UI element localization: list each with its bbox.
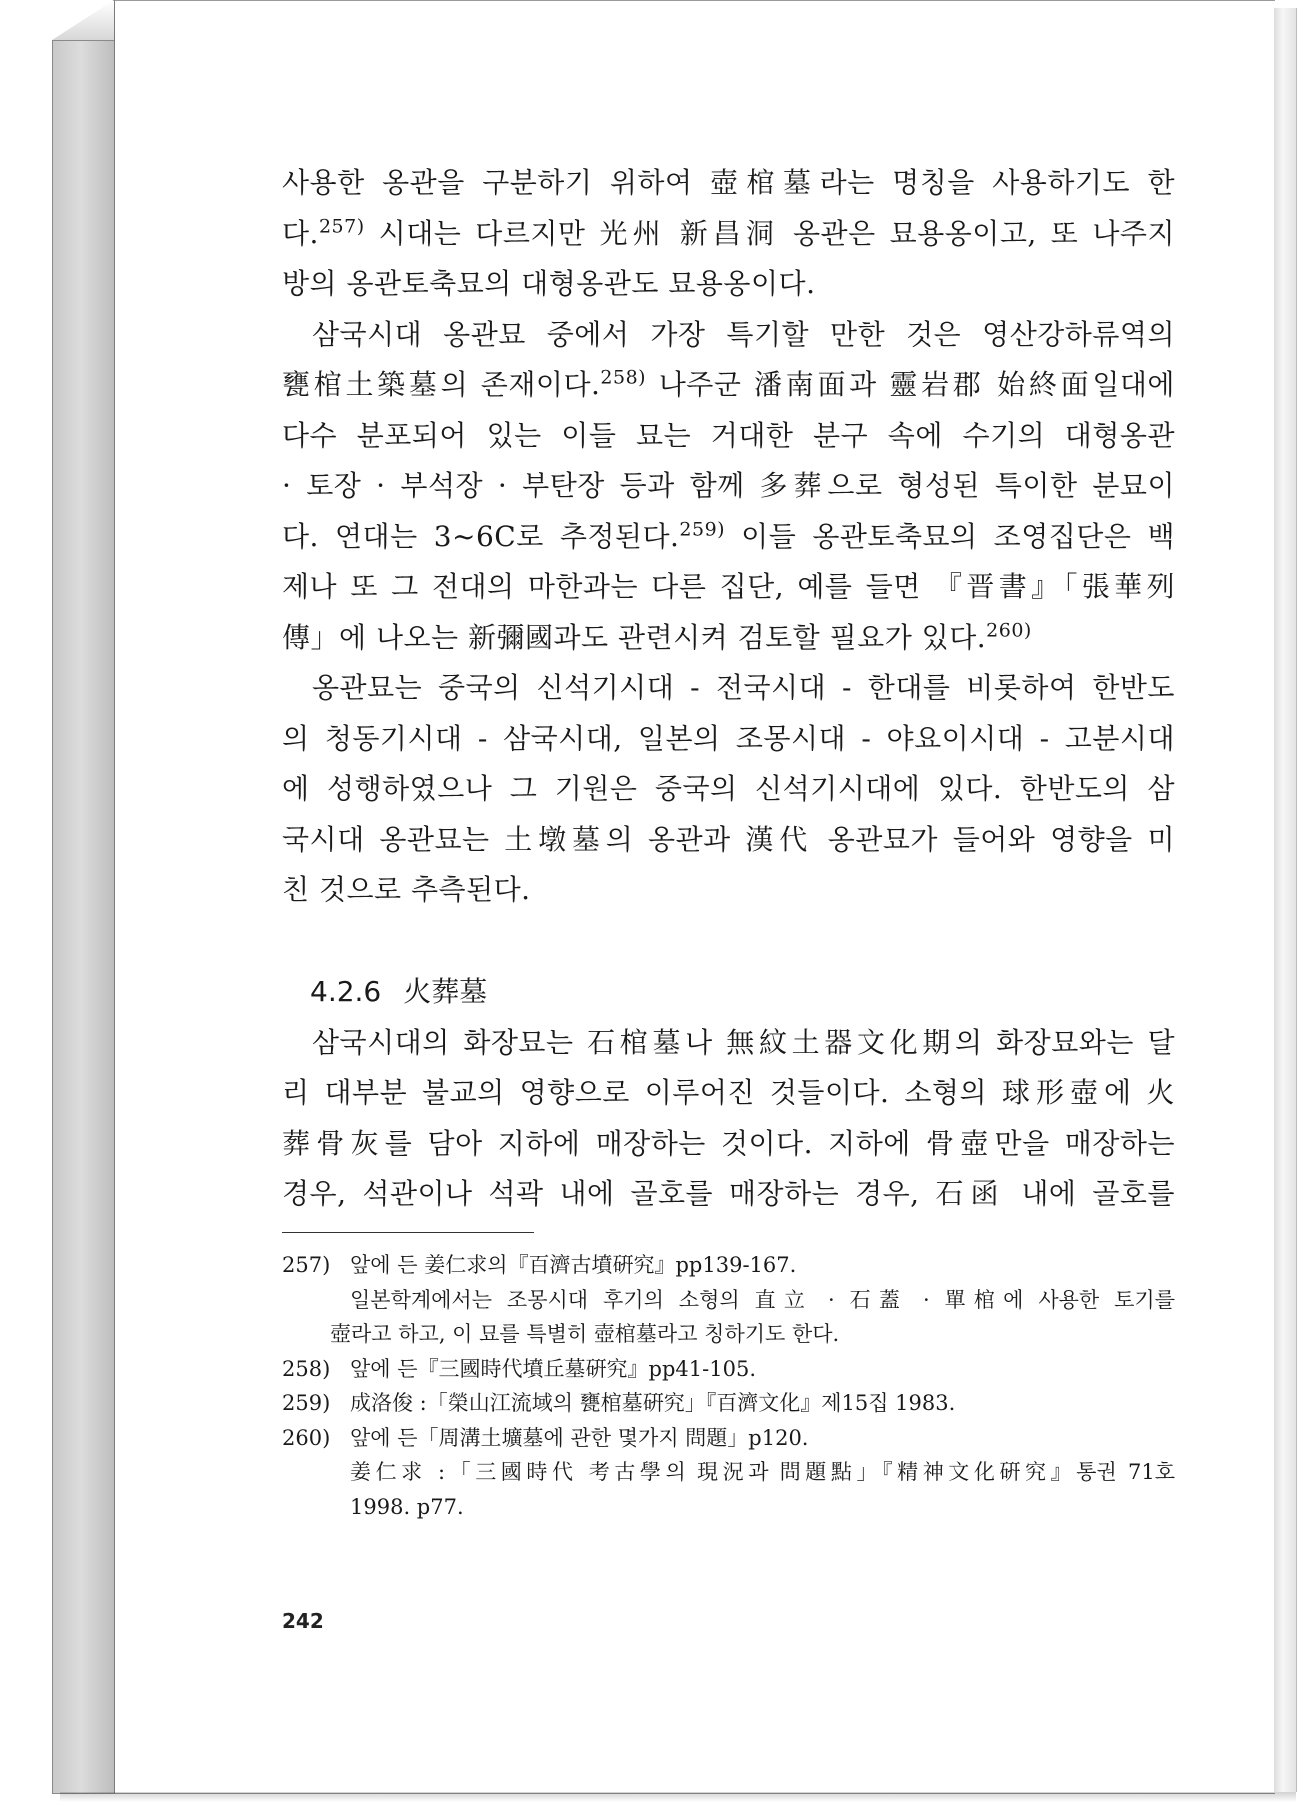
- text-line: 친 것으로 추측된다.: [282, 873, 531, 906]
- footnote-number: 258): [282, 1356, 331, 1381]
- footnote-text: 앞에 든『三國時代墳丘墓硏究』pp41-105.: [350, 1356, 756, 1381]
- section-title: 火葬墓: [403, 974, 488, 1008]
- text-line: [282, 613, 1175, 664]
- text-line: [282, 209, 1175, 260]
- footnote-ref-258[interactable]: 258): [600, 366, 647, 389]
- text-line: 葬骨灰를 담아 지하에 매장하는 것이다. 지하에 骨壺만을 매장하는: [282, 1126, 1175, 1160]
- footnote-number: 259): [282, 1391, 331, 1415]
- page-edge: [1274, 8, 1297, 1792]
- paragraph: [282, 663, 1175, 916]
- text-line: [282, 360, 1175, 411]
- text-line: 경우, 석관이나 석곽 내에 골호를 매장하는 경우, 石函 내에 골호를: [282, 1177, 1175, 1210]
- section-heading: [282, 966, 1175, 1018]
- text-line: 사용한 옹관을 구분하기 위하여 壺棺墓라는 명칭을 사용하기도 한: [282, 166, 1175, 199]
- text-line: 리 대부분 불교의 영향으로 이루어진 것들이다. 소형의 球形壺에 火: [282, 1076, 1175, 1109]
- text-run: 甕棺土築墓의 존재이다.: [282, 368, 601, 401]
- footnote-260: [282, 1421, 1175, 1525]
- footnote-259: [282, 1386, 1175, 1421]
- footnote-line: [282, 1248, 1175, 1283]
- footnote-line: 1998. p77.: [350, 1494, 464, 1519]
- footnotes: [282, 1248, 1175, 1524]
- footnote-line: [282, 1386, 1175, 1421]
- text-line: 삼국시대 옹관묘 중에서 가장 특기할 만한 것은 영산강하류역의: [312, 317, 1175, 351]
- footnote-text: 앞에 든 姜仁求의『百濟古墳硏究』pp139-167.: [350, 1253, 797, 1277]
- page-number: 242: [282, 1609, 324, 1633]
- footnote-number: 260): [282, 1425, 331, 1450]
- footnote-number: 257): [282, 1253, 331, 1277]
- section-number: 4.2.6: [310, 974, 382, 1008]
- footnote-line: [282, 1421, 1175, 1456]
- text-line: 방의 옹관토축묘의 대형옹관도 묘용옹이다.: [282, 267, 816, 300]
- text-run: 다. 연대는 3~6C로 추정된다.: [282, 519, 680, 553]
- paragraph: [282, 1018, 1175, 1220]
- text-line: 제나 또 그 전대의 마한과는 다른 집단, 예를 들면 『晋書』「張華列: [282, 570, 1175, 603]
- text-run: 이들 옹관토축묘의 조영집단은 백: [725, 519, 1176, 553]
- footnote-line: 姜仁求 :「三國時代 考古學의 現況과 問題點」『精神文化硏究』통권 71호: [350, 1460, 1175, 1484]
- text-line: 다수 분포되어 있는 이들 묘는 거대한 분구 속에 수기의 대형옹관: [282, 418, 1175, 452]
- text-line: 국시대 옹관묘는 土墩墓의 옹관과 漢代 옹관묘가 들어와 영향을 미: [282, 822, 1175, 856]
- footnote-divider: [282, 1232, 534, 1233]
- body-text: [282, 158, 1175, 1220]
- text-line: 삼국시대의 화장묘는 石棺墓나 無紋土器文化期의 화장묘와는 달: [312, 1025, 1175, 1059]
- text-run: 다.: [282, 216, 319, 250]
- footnote-258: [282, 1352, 1175, 1387]
- text-line: · 토장 · 부석장 · 부탄장 등과 함께 多葬으로 형성된 특이한 분묘이: [282, 469, 1175, 502]
- footnote-257: [282, 1248, 1175, 1352]
- footnote-text: 앞에 든「周溝土壙墓에 관한 몇가지 問題」p120.: [350, 1425, 809, 1450]
- text-line: 에 성행하였으나 그 기원은 중국의 신석기시대에 있다. 한반도의 삼: [282, 772, 1175, 805]
- footnote-ref-260[interactable]: 260): [986, 619, 1032, 642]
- text-run: 傳」에 나오는 新彌國과도 관련시켜 검토할 필요가 있다.: [282, 620, 987, 654]
- footnote-line: [282, 1352, 1175, 1387]
- text-run: 나주군 潘南面과 靈岩郡 始終面일대에: [646, 368, 1175, 401]
- paragraph: [282, 158, 1175, 310]
- text-run: 시대는 다르지만 光州 新昌洞 옹관은 묘용옹이고, 또 나주지: [364, 216, 1175, 250]
- text-line: [282, 512, 1175, 563]
- footnote-line: 壺라고 하고, 이 묘를 특별히 壺棺墓라고 칭하기도 한다.: [330, 1322, 840, 1346]
- book-spine-side: [52, 40, 115, 1794]
- paragraph: [282, 310, 1175, 664]
- text-line: 옹관묘는 중국의 신석기시대 - 전국시대 - 한대를 비롯하여 한반도: [312, 671, 1175, 704]
- footnote-line: 일본학계에서는 조몽시대 후기의 소형의 直立 · 石蓋 · 單棺에 사용한 토기를: [350, 1287, 1175, 1312]
- text-line: 의 청동기시대 - 삼국시대, 일본의 조몽시대 - 야요이시대 - 고분시대: [282, 721, 1175, 755]
- book-top-bevel: [52, 0, 114, 41]
- book-shadow: [60, 1792, 1296, 1802]
- footnote-text: 成洛俊 :「榮山江流域의 甕棺墓硏究」『百濟文化』제15집 1983.: [350, 1391, 956, 1415]
- footnote-ref-259[interactable]: 259): [679, 518, 726, 541]
- footnote-ref-257[interactable]: 257): [318, 215, 365, 238]
- spacer: [282, 916, 1175, 966]
